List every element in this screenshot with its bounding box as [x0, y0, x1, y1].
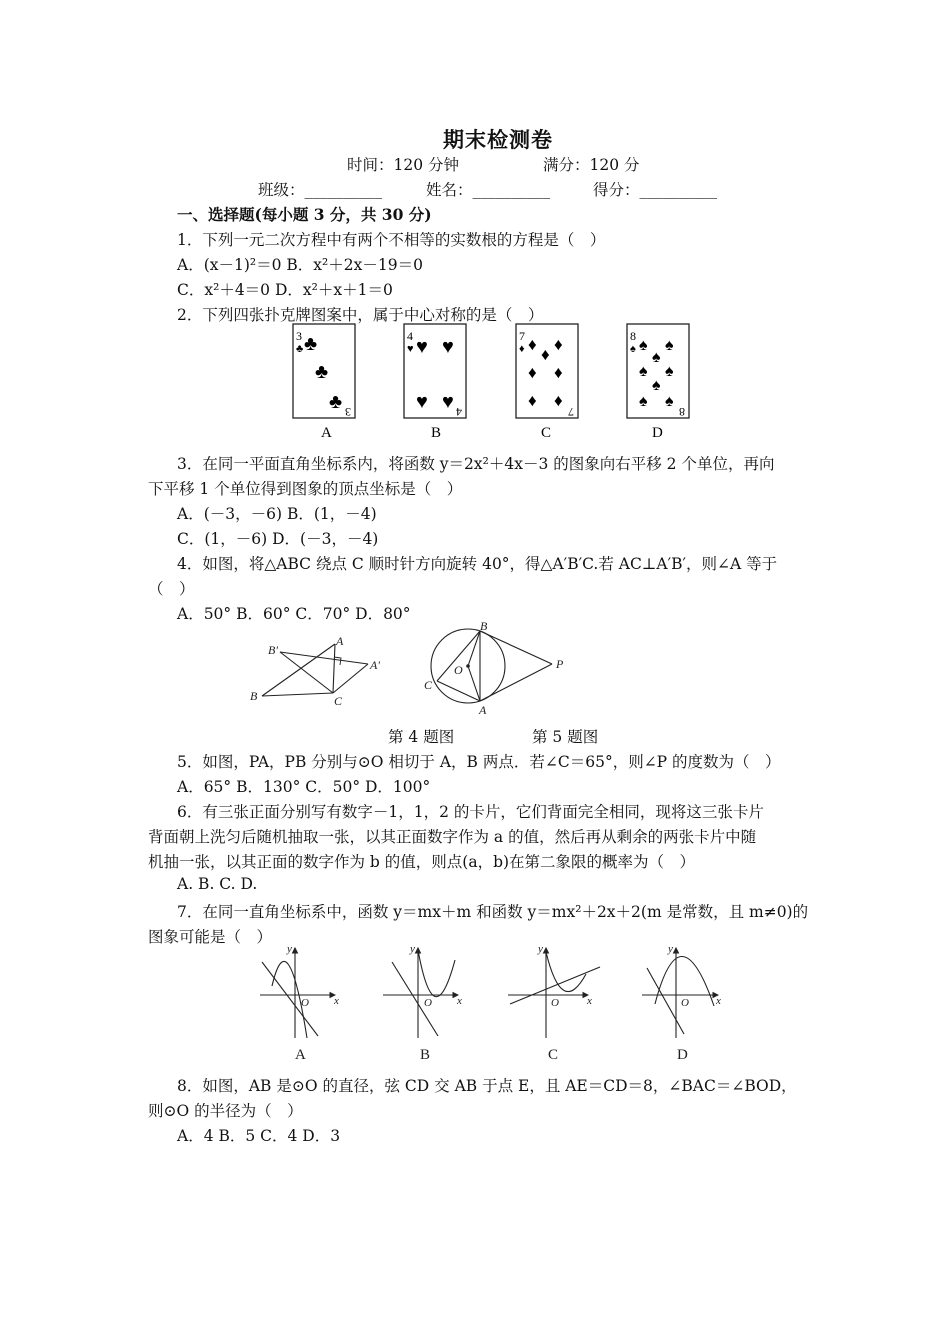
svg-text:♣: ♣ [296, 343, 304, 355]
svg-text:3: 3 [345, 405, 351, 419]
graph-a [260, 948, 335, 1038]
q3-stem-1: 3．在同一平面直角坐标系内，将函数 y＝2x²＋4x－3 的图象向右平移 2 个单位，再向 [177, 455, 775, 473]
q4-options: A．50° B．60° C．70° D．80° [177, 605, 411, 623]
section-heading: 一、选择题(每小题 3 分，共 30 分) [177, 205, 432, 224]
q4-stem-2: （ ） [148, 580, 195, 598]
graph-a-label: A [295, 1047, 306, 1063]
svg-text:♠: ♠ [639, 337, 648, 354]
q8-options: A．4 B．5 C．4 D．3 [177, 1127, 341, 1145]
card-d-label: D [652, 425, 663, 441]
card-c-label: C [541, 425, 552, 441]
card-d [627, 324, 689, 441]
svg-text:A: A [479, 703, 487, 717]
svg-text:B: B [250, 689, 258, 703]
q8-stem-2: 则⊙O 的半径为（ ） [148, 1102, 303, 1120]
playing-cards-figure [285, 320, 705, 445]
svg-text:♣: ♣ [329, 391, 343, 413]
svg-text:x: x [334, 995, 339, 1007]
svg-text:B′: B′ [268, 643, 278, 657]
svg-text:C: C [424, 678, 433, 692]
graph-c-label: C [548, 1047, 559, 1063]
svg-text:♦: ♦ [528, 363, 537, 382]
fig4-caption: 第 4 题图 [388, 728, 455, 746]
svg-text:♠: ♠ [665, 337, 674, 354]
svg-text:♥: ♥ [442, 336, 454, 358]
card-c [516, 324, 578, 441]
graph-b [383, 948, 458, 1038]
svg-text:O: O [551, 997, 559, 1009]
svg-text:♠: ♠ [665, 363, 674, 380]
svg-text:♦: ♦ [554, 335, 563, 354]
svg-text:x: x [716, 995, 721, 1007]
svg-text:A: A [336, 634, 344, 648]
svg-text:B: B [480, 619, 488, 633]
svg-text:y: y [538, 943, 543, 955]
q5-stem: 5．如图，PA，PB 分别与⊙O 相切于 A，B 两点．若∠C＝65°，则∠P 的度数为（ ） [177, 753, 781, 771]
svg-text:y: y [287, 943, 292, 955]
graph-d-label: D [677, 1047, 688, 1063]
svg-text:3: 3 [296, 329, 302, 343]
q4-stem-1: 4．如图，将△ABC 绕点 C 顺时针方向旋转 40°，得△A′B′C.若 AC⊥A′B′，则∠A 等于 [177, 555, 778, 573]
q7-stem-2: 图象可能是（ ） [148, 928, 273, 946]
q1-options-cd: C．x²＋4＝0 D．x²＋x＋1＝0 [177, 281, 393, 299]
svg-text:♦: ♦ [554, 363, 563, 382]
svg-text:O: O [454, 663, 463, 677]
name-field: 姓名：__________ [426, 181, 551, 199]
svg-text:7: 7 [519, 329, 525, 343]
svg-text:♠: ♠ [665, 393, 674, 410]
q6-stem-2: 背面朝上洗匀后随机抽取一张，以其正面数字作为 a 的值，然后再从剩余的两张卡片中随 [148, 828, 757, 846]
svg-text:x: x [587, 995, 592, 1007]
svg-text:y: y [410, 943, 415, 955]
svg-text:♠: ♠ [652, 349, 661, 366]
svg-text:♥: ♥ [407, 343, 414, 355]
svg-text:♠: ♠ [630, 343, 636, 355]
svg-text:8: 8 [630, 329, 636, 343]
score-field: 得分：__________ [593, 181, 718, 199]
class-field: 班级：__________ [258, 181, 383, 199]
q3-options-ab: A．(－3，－6) B．(1，－4) [177, 505, 377, 523]
svg-text:♦: ♦ [554, 391, 563, 410]
svg-text:♦: ♦ [528, 391, 537, 410]
q6-options: A. B. C. D. [177, 875, 258, 893]
svg-text:♦: ♦ [528, 335, 537, 354]
card-b-label: B [431, 425, 442, 441]
svg-text:4: 4 [456, 405, 462, 419]
q3-options-cd: C．(1，－6) D．(－3，－4) [177, 530, 379, 548]
svg-text:♦: ♦ [541, 345, 550, 364]
svg-text:C: C [334, 694, 343, 708]
figure-4-5 [240, 618, 580, 718]
svg-text:O: O [681, 997, 689, 1009]
q7-stem-1: 7．在同一直角坐标系中，函数 y＝mx＋m 和函数 y＝mx²＋2x＋2(m 是常数，且 m≠0)的 [177, 903, 809, 921]
card-b [404, 324, 466, 441]
svg-text:♦: ♦ [519, 343, 525, 355]
q1-stem: 1．下列一元二次方程中有两个不相等的实数根的方程是（ ） [177, 231, 606, 249]
full-score: 满分：120 分 [543, 156, 640, 174]
time-limit: 时间：120 分钟 [347, 156, 460, 174]
svg-text:♣: ♣ [304, 333, 318, 355]
svg-text:4: 4 [407, 329, 413, 343]
svg-text:P: P [556, 657, 564, 671]
q2-stem: 2．下列四张扑克牌图案中，属于中心对称的是（ ） [177, 306, 544, 324]
graph-c [508, 948, 600, 1038]
q6-stem-1: 6．有三张正面分别写有数字－1，1，2 的卡片，它们背面完全相同，现将这三张卡片 [177, 803, 764, 821]
fig5-caption: 第 5 题图 [532, 728, 599, 746]
svg-text:x: x [457, 995, 462, 1007]
svg-text:♠: ♠ [652, 377, 661, 394]
card-a-label: A [321, 425, 332, 441]
svg-text:y: y [668, 943, 673, 955]
svg-text:♥: ♥ [442, 391, 454, 413]
graph-d [642, 948, 718, 1038]
svg-text:A′: A′ [370, 658, 380, 672]
figure-5 [431, 629, 552, 703]
q1-options-ab: A．(x－1)²＝0 B．x²＋2x－19＝0 [177, 256, 423, 274]
svg-text:♥: ♥ [416, 336, 428, 358]
svg-text:7: 7 [568, 405, 574, 419]
svg-text:O: O [424, 997, 432, 1009]
svg-text:♠: ♠ [639, 393, 648, 410]
graph-b-label: B [420, 1047, 431, 1063]
page-title: 期末检测卷 [443, 127, 553, 152]
svg-text:8: 8 [679, 405, 685, 419]
q8-stem-1: 8．如图，AB 是⊙O 的直径，弦 CD 交 AB 于点 E，且 AE＝CD＝8，∠BAC＝∠BOD， [177, 1077, 797, 1095]
q3-stem-2: 下平移 1 个单位得到图象的顶点坐标是（ ） [148, 480, 463, 498]
card-a [293, 324, 355, 441]
svg-text:O: O [301, 997, 309, 1009]
svg-text:♠: ♠ [639, 363, 648, 380]
svg-text:♣: ♣ [315, 361, 329, 383]
q7-graphs [250, 938, 750, 1066]
q6-stem-3: 机抽一张，以其正面的数字作为 b 的值，则点(a，b)在第二象限的概率为（ ） [148, 853, 696, 871]
svg-text:♥: ♥ [416, 391, 428, 413]
q5-options: A．65° B．130° C．50° D．100° [177, 778, 431, 796]
